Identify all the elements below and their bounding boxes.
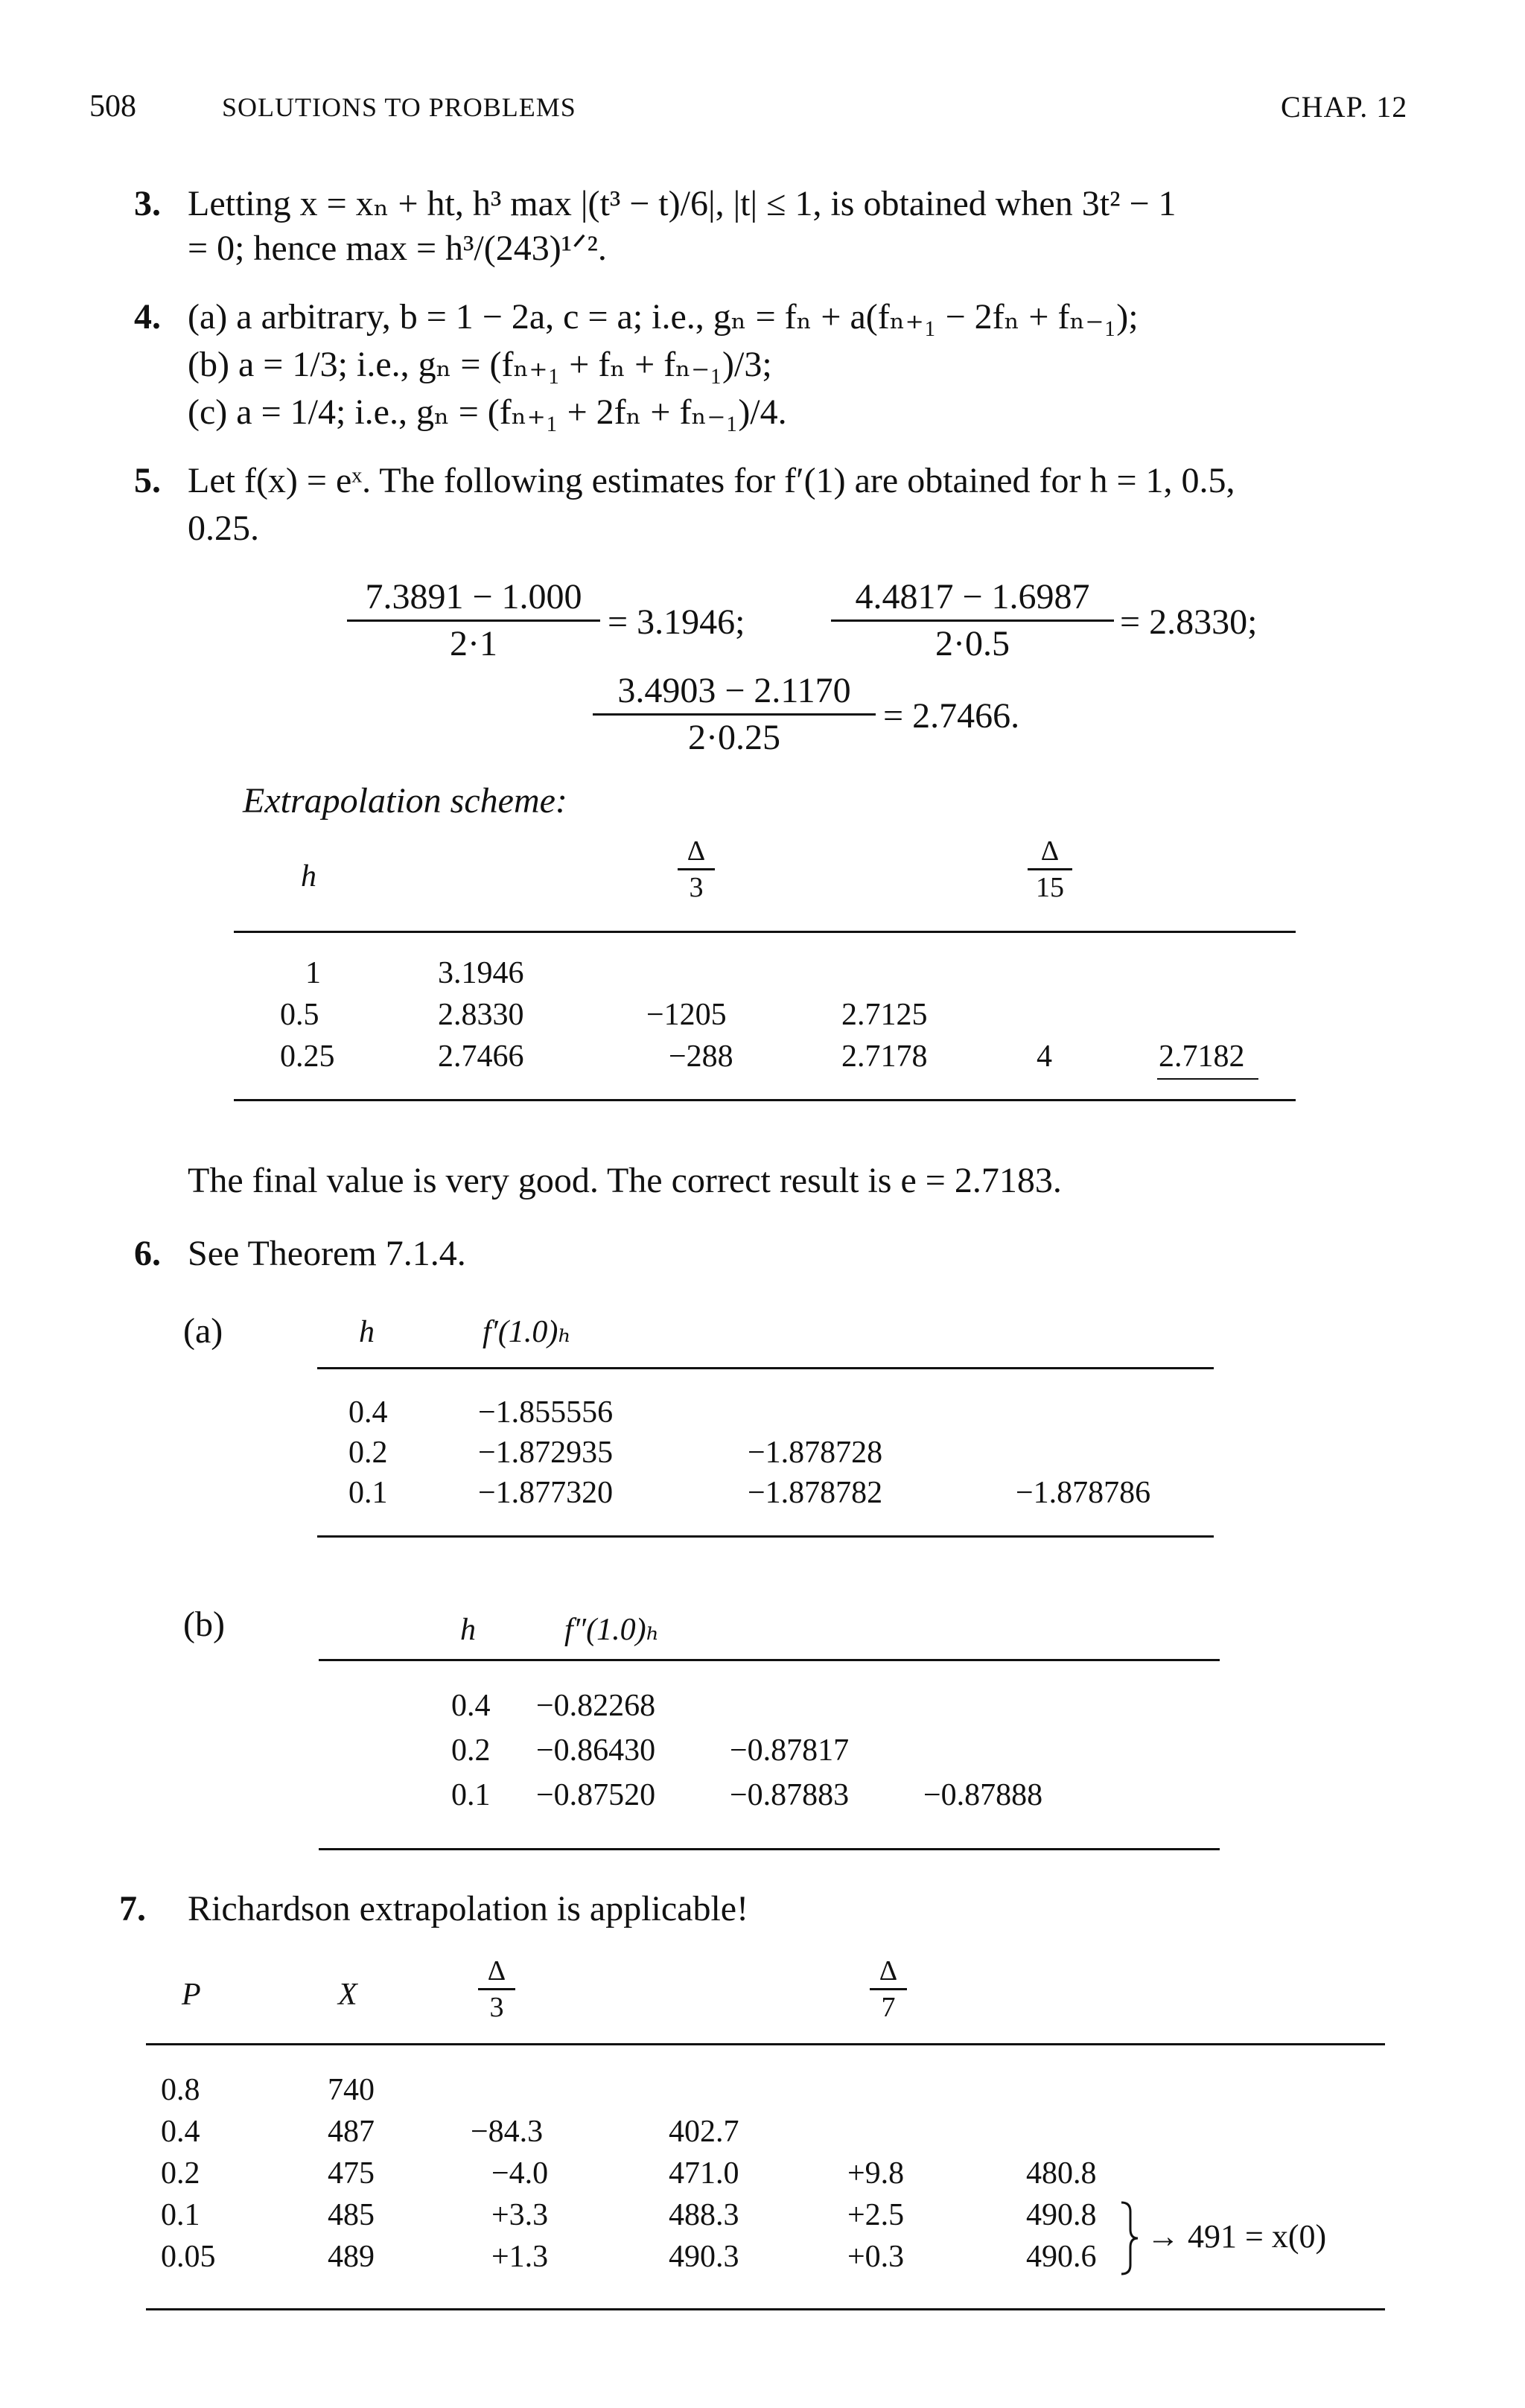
table5-header-delta-3-den: 3 — [689, 872, 704, 903]
table5-row3-h: 0.25 — [280, 1039, 335, 1074]
table7-row3-final: 480.8 — [1026, 2156, 1097, 2191]
table6b-row3-h: 0.1 — [451, 1778, 491, 1812]
table6b-row3-v2: −0.87883 — [730, 1778, 850, 1812]
fraction-2 — [831, 579, 1114, 662]
fraction-1-bar — [347, 619, 600, 622]
fraction-2-numerator: 4.4817 − 1.6987 — [855, 577, 1090, 617]
table7-row3-p: 0.2 — [161, 2156, 200, 2191]
problem-6b-label: (b) — [183, 1605, 225, 1644]
table5-row3-value: 2.7466 — [438, 1039, 524, 1074]
table6a-top-rule — [317, 1367, 1214, 1369]
table7-row5-delta2: +0.3 — [847, 2240, 905, 2274]
table5-row1-h: 1 — [305, 956, 321, 990]
table6a-row2-v2: −1.878728 — [748, 1436, 883, 1470]
table7-header-delta-7-num: Δ — [879, 1955, 898, 1987]
table6b-row3-v3: −0.87888 — [923, 1778, 1043, 1812]
table7-row4-delta: +3.3 — [491, 2198, 549, 2232]
table5-row2-h: 0.5 — [280, 998, 319, 1032]
table6b-row1-v1: −0.82268 — [536, 1689, 656, 1723]
table7-row2-p: 0.4 — [161, 2115, 200, 2149]
table5-header-h: h — [301, 859, 316, 894]
table7-header-delta-7-den: 7 — [881, 1992, 896, 2023]
table7-row4-delta2: +2.5 — [847, 2198, 905, 2232]
table6a-row3-v3: −1.878786 — [1016, 1476, 1151, 1510]
table7-bottom-rule — [146, 2308, 1385, 2310]
table7-row2-delta: −84.3 — [471, 2115, 544, 2149]
table6b-row2-h: 0.2 — [451, 1733, 491, 1768]
table5-row1-value: 3.1946 — [438, 956, 524, 990]
problem-5-conclusion: The final value is very good. The correct result is e = 2.7183. — [188, 1161, 1062, 1200]
table6b-row1-h: 0.4 — [451, 1689, 491, 1723]
grouping-brace-icon — [1118, 2201, 1141, 2275]
table7-header-delta-7 — [870, 1957, 907, 2022]
fraction-1 — [347, 579, 600, 662]
table5-header-delta-15 — [1028, 837, 1072, 902]
table5-row3-delta: −288 — [669, 1039, 733, 1074]
table5-final-underline — [1157, 1078, 1258, 1080]
table7-header-x: X — [338, 1978, 357, 2012]
table7-row3-delta2: +9.8 — [847, 2156, 905, 2191]
table6a-row3-h: 0.1 — [348, 1476, 388, 1510]
fraction-2-bar — [831, 619, 1114, 622]
page-number: 508 — [89, 89, 136, 124]
table5-header-delta-15-bar — [1028, 868, 1072, 870]
table5-row2-extrap: 2.7125 — [841, 998, 928, 1032]
table7-header-delta-3 — [478, 1957, 515, 2022]
table7-row4-final: 490.8 — [1026, 2198, 1097, 2232]
fraction-2-result: = 2.8330; — [1120, 602, 1258, 642]
fraction-3-result: = 2.7466. — [883, 696, 1020, 736]
problem-6a-label: (a) — [183, 1311, 223, 1351]
table5-header-delta-3-bar — [678, 868, 715, 870]
table7-row1-x: 740 — [328, 2073, 375, 2107]
extrapolation-scheme-label: Extrapolation scheme: — [243, 781, 567, 821]
table5-row2-value: 2.8330 — [438, 998, 524, 1032]
table7-row3-x: 475 — [328, 2156, 375, 2191]
table6a-row1-h: 0.4 — [348, 1395, 388, 1430]
chapter-label: CHAP. 12 — [1281, 90, 1408, 124]
fraction-2-denominator: 2·0.5 — [935, 624, 1010, 663]
fraction-3 — [593, 673, 876, 756]
table7-row2-x: 487 — [328, 2115, 375, 2149]
table7-row3-delta: −4.0 — [491, 2156, 549, 2191]
table5-header-delta-15-den: 15 — [1036, 872, 1064, 903]
table7-top-rule — [146, 2043, 1385, 2045]
fraction-3-numerator: 3.4903 − 2.1170 — [617, 671, 851, 710]
table6b-header-fdoubleprime: f″(1.0)ₕ — [564, 1613, 660, 1647]
table7-row4-p: 0.1 — [161, 2198, 200, 2232]
fraction-1-denominator: 2·1 — [450, 624, 497, 663]
problem-3-line-1: Letting x = xₙ + ht, h³ max |(t³ − t)/6|, |t| ≤ 1, is obtained when 3t² − 1 — [188, 184, 1177, 223]
problem-5-number: 5. — [134, 461, 161, 500]
problem-4-c: (c) a = 1/4; i.e., gₙ = (fₙ₊₁ + 2fₙ + fₙ₋₁)/4. — [188, 392, 787, 432]
table5-header-delta-3 — [678, 837, 715, 902]
table7-header-delta-3-den: 3 — [489, 1992, 504, 2023]
table5-row2-delta: −1205 — [646, 998, 727, 1032]
table7-header-delta-3-num: Δ — [487, 1955, 506, 1987]
table6a-bottom-rule — [317, 1535, 1214, 1538]
table5-row3-final: 2.7182 — [1159, 1039, 1245, 1074]
problem-7-result: → 491 = x(0) — [1147, 2218, 1327, 2255]
table7-row5-extrap: 490.3 — [669, 2240, 739, 2274]
table7-header-delta-3-bar — [478, 1988, 515, 1990]
table6a-row1-v1: −1.855556 — [478, 1395, 614, 1430]
table6b-bottom-rule — [319, 1848, 1220, 1850]
table6a-header-fprime: f′(1.0)ₕ — [483, 1315, 572, 1349]
fraction-3-denominator: 2·0.25 — [688, 718, 780, 757]
table7-header-delta-7-bar — [870, 1988, 907, 1990]
problem-7-number: 7. — [119, 1889, 146, 1928]
table6b-row2-v2: −0.87817 — [730, 1733, 850, 1768]
table7-row3-extrap: 471.0 — [669, 2156, 739, 2191]
table7-row1-p: 0.8 — [161, 2073, 200, 2107]
running-title: SOLUTIONS TO PROBLEMS — [222, 92, 576, 122]
problem-5-line-2: 0.25. — [188, 509, 259, 548]
table6a-row2-h: 0.2 — [348, 1436, 388, 1470]
problem-3-line-2: = 0; hence max = h³/(243)¹ᐟ². — [188, 229, 607, 268]
table5-bottom-rule — [234, 1099, 1296, 1101]
table6b-header-h: h — [460, 1613, 476, 1647]
table7-row4-x: 485 — [328, 2198, 375, 2232]
table5-row3-delta2: 4 — [1037, 1039, 1052, 1074]
problem-4-a: (a) a arbitrary, b = 1 − 2a, c = a; i.e., gₙ = fₙ + a(fₙ₊₁ − 2fₙ + fₙ₋₁); — [188, 297, 1139, 337]
table6b-row3-v1: −0.87520 — [536, 1778, 656, 1812]
table7-row5-delta: +1.3 — [491, 2240, 549, 2274]
problem-5-line-1: Let f(x) = eˣ. The following estimates for f′(1) are obtained for h = 1, 0.5, — [188, 461, 1235, 500]
problem-4-number: 4. — [134, 297, 161, 337]
fraction-1-numerator: 7.3891 − 1.000 — [365, 577, 582, 617]
table7-row5-p: 0.05 — [161, 2240, 216, 2274]
table5-top-rule — [234, 931, 1296, 933]
table7-row5-final: 490.6 — [1026, 2240, 1097, 2274]
table5-header-delta-15-num: Δ — [1040, 835, 1060, 867]
table7-row5-x: 489 — [328, 2240, 375, 2274]
problem-3-number: 3. — [134, 184, 161, 223]
problem-6-text: See Theorem 7.1.4. — [188, 1234, 466, 1273]
fraction-1-result: = 3.1946; — [608, 602, 745, 642]
problem-6-number: 6. — [134, 1234, 161, 1273]
table7-row2-extrap: 402.7 — [669, 2115, 739, 2149]
table6a-row2-v1: −1.872935 — [478, 1436, 614, 1470]
problem-4-b: (b) a = 1/3; i.e., gₙ = (fₙ₊₁ + fₙ + fₙ₋₁)/3; — [188, 345, 772, 384]
table7-header-p: P — [182, 1978, 201, 2012]
table6b-row2-v1: −0.86430 — [536, 1733, 656, 1768]
table6a-row3-v1: −1.877320 — [478, 1476, 614, 1510]
table6b-top-rule — [319, 1659, 1220, 1661]
table6a-row3-v2: −1.878782 — [748, 1476, 883, 1510]
problem-7-text: Richardson extrapolation is applicable! — [188, 1889, 749, 1928]
table5-row3-extrap: 2.7178 — [841, 1039, 928, 1074]
fraction-3-bar — [593, 713, 876, 716]
table5-header-delta-3-num: Δ — [687, 835, 706, 867]
table6a-header-h: h — [359, 1315, 375, 1349]
table7-row4-extrap: 488.3 — [669, 2198, 739, 2232]
